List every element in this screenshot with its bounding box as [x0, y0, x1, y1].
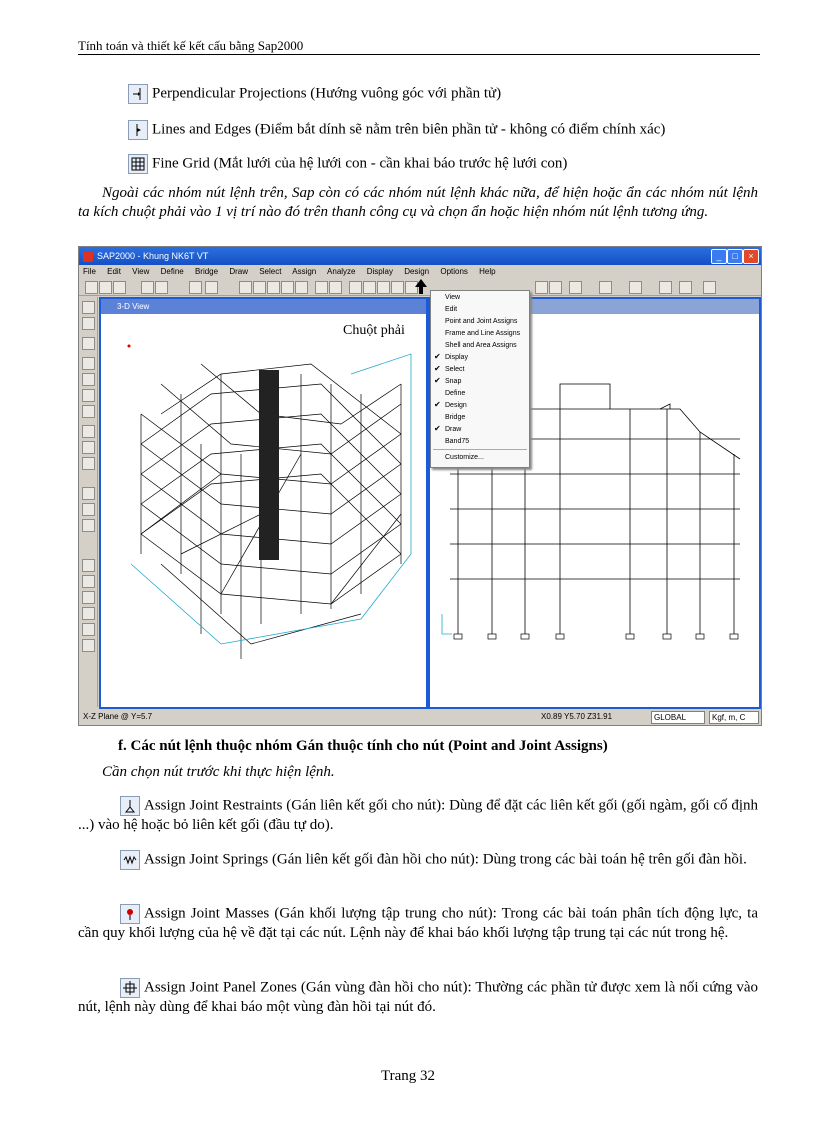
maximize-button[interactable]: □ — [727, 249, 743, 264]
pointer-icon[interactable] — [82, 301, 95, 314]
snap-item-perpendicular — [128, 84, 501, 104]
close-button[interactable]: × — [743, 249, 759, 264]
menu-item-display[interactable]: Display — [445, 354, 468, 361]
status-plane: X-Z Plane @ Y=5.7 — [83, 712, 153, 721]
assign-item-text: Assign Joint Panel Zones (Gán vùng đàn hồi cho nút): Thường các phần tử được xem là nối cứng vào nút, lệnh này dùng để khai báo một vùng đàn hồi tại nút đó. — [78, 979, 758, 1015]
menu-item-draw[interactable]: Draw — [445, 426, 462, 433]
menu-define[interactable]: Define — [160, 267, 184, 276]
zoom-full-icon[interactable] — [295, 281, 308, 294]
joint-masses-icon — [120, 904, 140, 924]
toolbar-icon[interactable] — [679, 281, 692, 294]
clear-select-icon[interactable] — [82, 519, 95, 532]
perpendicular-icon — [128, 84, 148, 104]
toolbar-icon[interactable] — [629, 281, 642, 294]
menu-separator — [433, 449, 527, 450]
snap-item-lines-edges — [128, 120, 665, 140]
menu-analyze[interactable]: Analyze — [327, 267, 356, 276]
pane-3d-title: 3-D View — [117, 302, 150, 311]
check-icon: ✔ — [434, 376, 441, 385]
menu-item-bridge[interactable]: Bridge — [445, 414, 466, 421]
view-pane-3d[interactable] — [99, 297, 428, 709]
select-prev-icon[interactable] — [82, 503, 95, 516]
mouse-pointer-icon — [414, 279, 428, 295]
section-note: Cần chọn nút trước khi thực hiện lệnh. — [102, 764, 335, 780]
left-toolbar — [79, 297, 98, 707]
new-icon[interactable] — [85, 281, 98, 294]
fine-grid-icon — [128, 154, 148, 174]
quick-frame-icon[interactable] — [82, 373, 95, 386]
draw-brace-icon[interactable] — [82, 389, 95, 402]
view-yz-icon[interactable] — [391, 281, 404, 294]
menu-options[interactable]: Options — [440, 267, 468, 276]
assign-joint-panel-zones — [78, 978, 758, 1017]
snap-item-fine-grid — [128, 154, 567, 174]
view-xz-icon[interactable] — [377, 281, 390, 294]
assign-item-text: Assign Joint Springs (Gán liên kết gối đàn hồi cho nút): Dùng trong các bài toán hệ trên gối đàn hồi. — [144, 851, 747, 868]
intro-paragraph: Ngoài các nhóm nút lệnh trên, Sap còn có các nhóm nút lệnh khác nữa, để hiện hoặc ẩn các nhóm nút lệnh ta kích chuột phải vào 1 vị trí nào đó trên thanh công cụ và chọn ẩn hoặc hiện nhóm nút lệnh tương ứng. — [78, 185, 758, 220]
check-icon: ✔ — [434, 424, 441, 433]
draw-poly-icon[interactable] — [82, 425, 95, 438]
structure-3d-drawing — [101, 314, 426, 706]
zoom-prev-icon[interactable] — [281, 281, 294, 294]
draw-frame-icon[interactable] — [82, 357, 95, 370]
right-click-annotation: Chuột phải — [343, 323, 405, 338]
menu-item-define[interactable]: Define — [445, 390, 466, 397]
undo-icon[interactable] — [141, 281, 154, 294]
zoom-icon[interactable] — [239, 281, 252, 294]
sap2000-screenshot — [78, 246, 762, 726]
menu-item-customize[interactable]: Customize... — [445, 454, 484, 461]
header-rule — [78, 54, 760, 55]
view-xy-icon[interactable] — [363, 281, 376, 294]
check-icon: ✔ — [434, 400, 441, 409]
toolbar-icon[interactable] — [569, 281, 582, 294]
draw-area-icon[interactable] — [82, 405, 95, 418]
draw-point-icon[interactable] — [82, 337, 95, 350]
menu-assign[interactable]: Assign — [292, 267, 317, 276]
snap-item-text: Perpendicular Projections (Hướng vuông góc với phần tử) — [152, 85, 502, 102]
snap-grid-icon[interactable] — [82, 639, 95, 652]
open-icon[interactable] — [99, 281, 112, 294]
assign-joint-restraints — [78, 796, 758, 835]
assign-item-text: Assign Joint Restraints (Gán liên kết gối cho nút): Dùng để đặt các liên kết gối (gối ngàm, gối cố định ...) vào hệ hoặc bỏ liên kết gối (đầu tự do). — [78, 797, 758, 833]
toolbar-icon[interactable] — [659, 281, 672, 294]
app-icon — [83, 252, 93, 262]
menu-item-snap[interactable]: Snap — [445, 378, 462, 385]
units-value: Kgf, m, C — [712, 713, 746, 722]
draw-rect-icon[interactable] — [82, 441, 95, 454]
menu-file[interactable]: File — [83, 267, 96, 276]
snap-lines-icon[interactable] — [82, 623, 95, 636]
joint-restraints-icon — [120, 796, 140, 816]
reshape-icon[interactable] — [82, 317, 95, 330]
menu-help[interactable]: Help — [479, 267, 496, 276]
section-title: f. Các nút lệnh thuộc nhóm Gán thuộc tính cho nút (Point and Joint Assigns) — [118, 738, 608, 754]
save-icon[interactable] — [113, 281, 126, 294]
zoom-out-icon[interactable] — [267, 281, 280, 294]
snap-perpendicular-icon[interactable] — [82, 607, 95, 620]
pane-3d-titlebar — [101, 299, 426, 314]
menu-display[interactable]: Display — [366, 267, 393, 276]
menu-item-edit[interactable]: Edit — [445, 306, 458, 313]
check-icon: ✔ — [434, 352, 441, 361]
redo-icon[interactable] — [155, 281, 168, 294]
toolbar-icon[interactable] — [599, 281, 612, 294]
page-number: Trang 32 — [380, 1068, 436, 1084]
menu-item-design[interactable]: Design — [445, 402, 467, 409]
menu-item-point-joint-assigns[interactable]: Point and Joint Assigns — [445, 318, 518, 325]
select-all-icon[interactable] — [82, 487, 95, 500]
zoom-in-icon[interactable] — [253, 281, 266, 294]
pencil-icon[interactable] — [189, 281, 202, 294]
toolbar-icon[interactable] — [549, 281, 562, 294]
menu-item-frame-line-assigns[interactable]: Frame and Line Assigns — [445, 330, 521, 337]
units-select[interactable] — [709, 711, 759, 724]
menu-item-band75[interactable]: Band75 — [445, 438, 470, 445]
assign-joint-springs — [78, 850, 758, 870]
joint-springs-icon — [120, 850, 140, 870]
coord-system-select[interactable] — [651, 711, 705, 724]
toolbar-icon[interactable] — [703, 281, 716, 294]
check-icon: ✔ — [434, 364, 441, 373]
quick-area-icon[interactable] — [82, 457, 95, 470]
joint-panel-zones-icon — [120, 978, 140, 998]
pan-icon[interactable] — [329, 281, 342, 294]
menu-bridge[interactable]: Bridge — [194, 267, 219, 276]
view-3d-icon[interactable] — [349, 281, 362, 294]
toolbar-icon[interactable] — [535, 281, 548, 294]
menu-design[interactable]: Design — [404, 267, 430, 276]
window-titlebar — [79, 247, 761, 265]
menu-item-shell-area-assigns[interactable]: Shell and Area Assigns — [445, 342, 517, 349]
snap-item-text: Lines and Edges (Điểm bắt dính sẽ nằm trên biên phần tử - không có điểm chính xác) — [152, 121, 666, 138]
menu-select[interactable]: Select — [259, 267, 282, 276]
refresh-icon[interactable] — [315, 281, 328, 294]
menu-draw[interactable]: Draw — [229, 267, 248, 276]
window-title: SAP2000 - Khung NK6T VT — [97, 251, 209, 261]
snap-ends-icon[interactable] — [82, 575, 95, 588]
menu-view[interactable]: View — [132, 267, 150, 276]
toolbar-context-menu — [430, 290, 530, 468]
lines-edges-icon — [128, 120, 148, 140]
menu-item-view[interactable]: View — [445, 294, 461, 301]
snap-points-icon[interactable] — [82, 559, 95, 572]
menu-item-select[interactable]: Select — [445, 366, 465, 373]
snap-item-text: Fine Grid (Mắt lưới của hệ lưới con - cần khai báo trước hệ lưới con) — [152, 155, 568, 172]
lock-icon[interactable] — [205, 281, 218, 294]
menu-bar — [79, 265, 761, 279]
page-header: Tính toán và thiết kế kết cấu bằng Sap2000 — [78, 38, 304, 53]
coord-system-value: GLOBAL — [654, 713, 687, 722]
minimize-button[interactable]: _ — [711, 249, 727, 264]
snap-intersect-icon[interactable] — [82, 591, 95, 604]
status-coords: X0.89 Y5.70 Z31.91 — [541, 712, 613, 721]
assign-item-text: Assign Joint Masses (Gán khối lượng tập trung cho nút): Trong các bài toán phân tích động lực, ta cần quy khối lượng của hệ về đặt tại các nút. Lệnh này để khai báo khối lượng tập trung tại các nút trong hệ. — [78, 905, 758, 941]
status-bar — [79, 709, 761, 725]
menu-edit[interactable]: Edit — [107, 267, 121, 276]
assign-joint-masses — [78, 904, 758, 943]
